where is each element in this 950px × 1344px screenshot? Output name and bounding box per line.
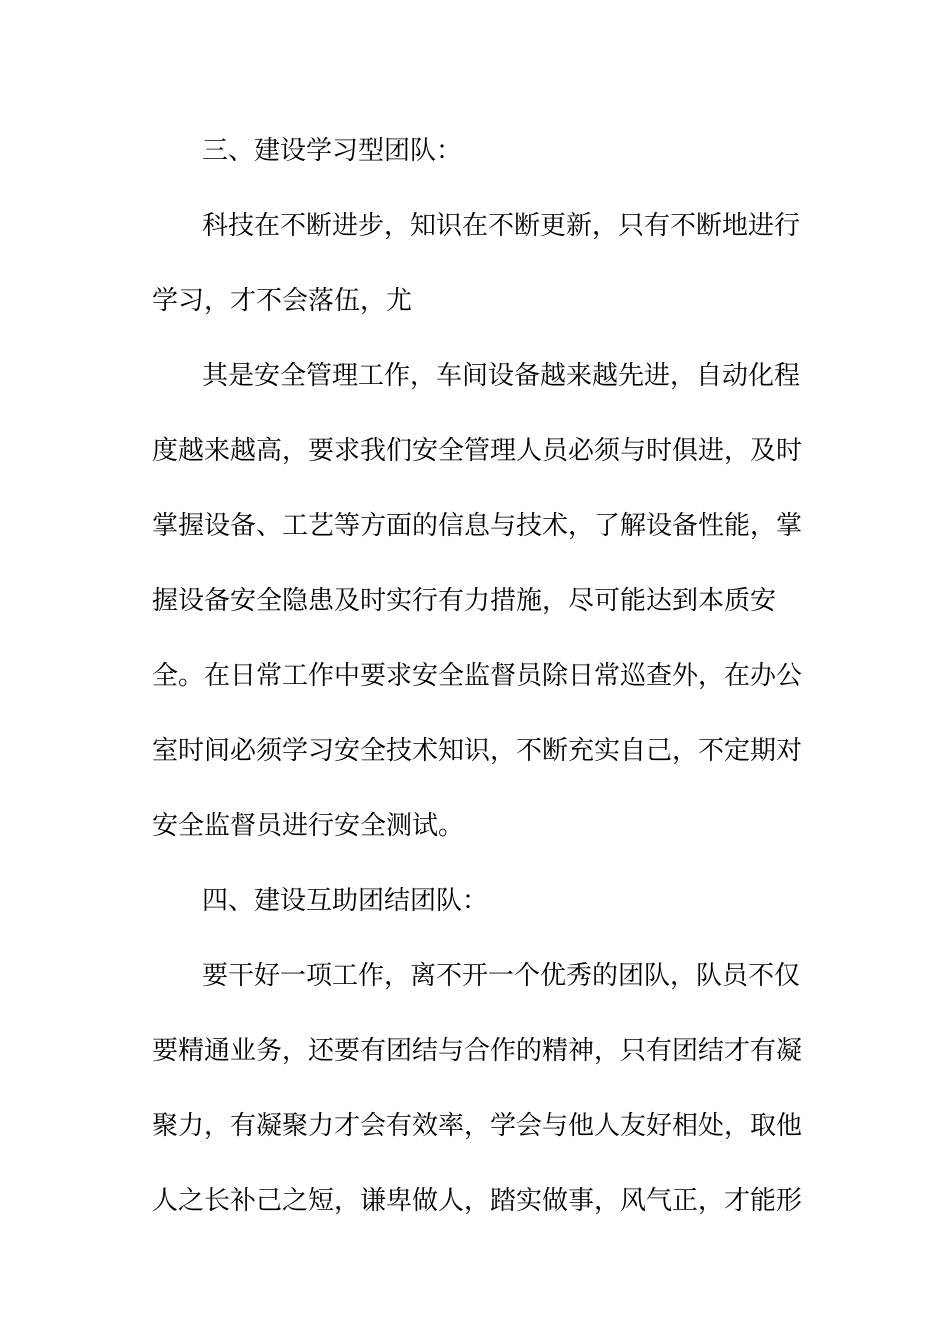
paragraph-line: 全。在日常工作中要求安全监督员除日常巡查外，在办公 — [152, 661, 803, 691]
paragraph-line: 室时间必须学习安全技术知识，不断充实自己，不定期对 — [152, 736, 803, 766]
paragraph-line: 掌握设备、工艺等方面的信息与技术，了解设备性能，掌 — [152, 511, 803, 541]
paragraph-line: 其是安全管理工作，车间设备越来越先进，自动化程 — [202, 361, 801, 391]
paragraph-line: 科技在不断进步，知识在不断更新，只有不断地进行 — [202, 211, 801, 241]
paragraph-line: 要精通业务，还要有团结与合作的精神，只有团结才有凝 — [152, 1036, 803, 1066]
paragraph-line: 要干好一项工作，离不开一个优秀的团队，队员不仅 — [202, 961, 801, 991]
paragraph-line: 人之长补己之短，谦卑做人，踏实做事，风气正，才能形 — [152, 1186, 803, 1216]
paragraph-line: 聚力，有凝聚力才会有效率，学会与他人友好相处，取他 — [152, 1111, 803, 1141]
section-heading-4: 四、建设互助团结团队： — [202, 886, 489, 916]
section-heading-3: 三、建设学习型团队： — [202, 136, 463, 166]
paragraph-line: 学习，才不会落伍，尤 — [152, 286, 413, 316]
paragraph-line: 安全监督员进行安全测试。 — [152, 811, 465, 841]
paragraph-line: 握设备安全隐患及时实行有力措施，尽可能达到本质安 — [152, 586, 777, 616]
paragraph-line: 度越来越高，要求我们安全管理人员必须与时俱进，及时 — [152, 436, 803, 466]
